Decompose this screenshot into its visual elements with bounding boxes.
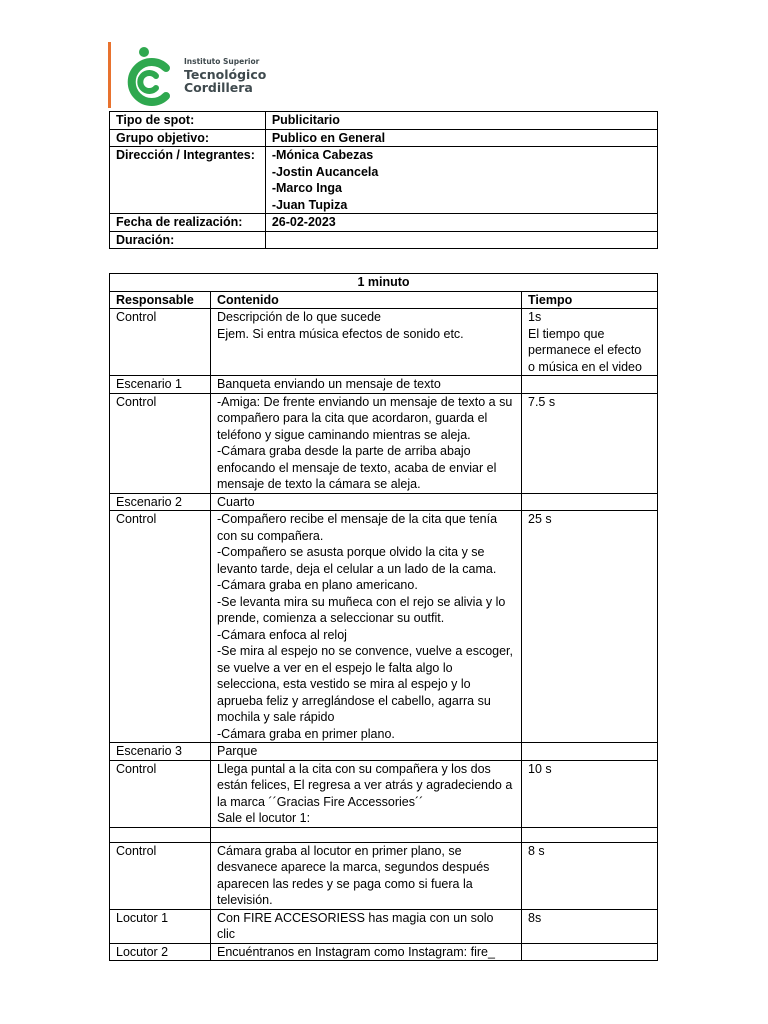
info-value-line: Publico en General [271,130,386,145]
logo-line-1: Instituto Superior [184,57,260,66]
info-value-line: -Juan Tupiza [271,197,348,212]
row-contenido [211,743,522,761]
info-row [110,214,658,232]
row-contenido [211,511,522,743]
row-responsable: Control [110,309,211,376]
row-contenido [211,909,522,943]
row-tiempo [522,827,658,842]
spot-info-table [109,111,658,249]
script-row [110,376,658,394]
header-responsable: Responsable [110,291,211,309]
contenido-line: -Cámara graba desde la parte de arriba abajo enfocando el mensaje de texto, acaba de enviar el mensaje de texto la cámara se aleja. [217,444,497,491]
info-value-line: -Jostin Aucancela [271,164,379,179]
row-responsable: Locutor 1 [110,909,211,943]
info-label: Fecha de realización: [110,214,266,232]
contenido-line: Con FIRE ACCESORIESS has magia con un solo clic [217,910,494,941]
tiempo-line: 8s [528,910,542,925]
info-value [265,214,657,232]
contenido-line: Parque [217,744,258,758]
row-contenido [211,309,522,376]
logo-line-2: Tecnológico [184,66,267,82]
logo-accent-bar [108,42,111,108]
contenido-line: -Cámara enfoca al reloj [217,627,347,642]
info-value [265,147,657,214]
header-tiempo: Tiempo [522,291,658,309]
info-value-line: -Mónica Cabezas [271,148,374,162]
info-label: Grupo objetivo: [110,129,266,147]
contenido-line: -Compañero se asusta porque olvido la cita y se levanto tarde, deja el celular a un lado de la cama. [217,545,497,576]
script-row [110,493,658,511]
tiempo-line: 7.5 s [528,394,556,409]
script-row [110,827,658,842]
contenido-line: -Cámara graba en plano americano. [217,578,418,592]
contenido-line: Descripción de lo que sucede [217,310,381,324]
script-row [110,309,658,376]
row-responsable [110,827,211,842]
info-value-line: 26-02-2023 [271,215,336,229]
info-row [110,231,658,249]
script-header-row [110,291,658,309]
script-row [110,760,658,827]
header-contenido: Contenido [211,291,522,309]
row-responsable: Control [110,842,211,909]
contenido-line: Banqueta enviando un mensaje de texto [217,377,441,391]
info-value-line: Publicitario [271,113,340,127]
row-tiempo [522,909,658,943]
row-responsable: Escenario 1 [110,376,211,394]
script-title-row [110,274,658,292]
row-tiempo [522,393,658,493]
institute-logo [108,42,278,110]
row-tiempo [522,943,658,961]
contenido-line: Llega puntal a la cita con su compañera y los dos están felices, El regresa a ver atrás y agradeciendo a la marca ´´Gracias Fire Accessories´´ [217,761,513,809]
tiempo-line: 25 s [528,512,552,526]
row-tiempo [522,842,658,909]
row-contenido [211,393,522,493]
script-row [110,842,658,909]
info-value [265,129,657,147]
info-row [110,129,658,147]
tiempo-line: 1s [528,310,542,324]
row-contenido [211,842,522,909]
info-value-line: -Marco Inga [271,181,342,195]
row-tiempo [522,493,658,511]
row-contenido [211,827,522,842]
row-tiempo [522,743,658,761]
row-tiempo [522,376,658,394]
row-tiempo [522,511,658,743]
contenido-line: Ejem. Si entra música efectos de sonido etc. [217,326,464,341]
script-row [110,743,658,761]
contenido-line: -Se mira al espejo no se convence, vuelve a escoger, se vuelve a ver en el espejo le falta algo lo selecciona, esta vestido se mira al espejo y lo aprueba feliz y arreglándose el cabello, agarra su mochila y sale rápido [217,644,514,724]
contenido-line: Cuarto [217,494,255,509]
row-tiempo [522,309,658,376]
contenido-line: Cámara graba al locutor en primer plano, se desvanece aparece la marca, segundos después aparecen las redes y se paga como si fuera la televisión. [217,843,490,907]
contenido-line: Sale el locutor 1: [217,811,311,825]
row-tiempo [522,760,658,827]
tiempo-line: 10 s [528,761,552,776]
script-table [109,273,658,961]
script-row [110,943,658,961]
info-row [110,147,658,214]
row-contenido [211,760,522,827]
tiempo-line: 8 s [528,843,545,858]
script-row [110,511,658,743]
contenido-line: -Cámara graba en primer plano. [217,726,395,741]
row-responsable: Control [110,393,211,493]
info-row [110,112,658,130]
info-label: Tipo de spot: [110,112,266,130]
row-contenido [211,493,522,511]
script-title: 1 minuto [110,274,658,292]
row-responsable: Locutor 2 [110,943,211,961]
contenido-line: -Amiga: De frente enviando un mensaje de texto a su compañero para la cita que acordaron, guarda el teléfono y sigue caminando mientras se aleja. [217,394,513,442]
info-label: Duración: [110,231,266,249]
row-contenido [211,943,522,961]
row-responsable: Escenario 3 [110,743,211,761]
row-responsable: Control [110,511,211,743]
logo-line-3: Cordillera [184,80,253,95]
row-contenido [211,376,522,394]
contenido-line: Encuéntranos en Instagram como Instagram: fire_ [217,944,495,959]
info-value [265,112,657,130]
row-responsable: Control [110,760,211,827]
tiempo-line: El tiempo que permanece el efecto o música en el video [528,326,642,374]
contenido-line: -Se levanta mira su muñeca con el rejo se alivia y lo prende, comienza a seleccionar su outfit. [217,594,506,625]
logo-emblem-icon [122,46,182,108]
script-row [110,393,658,493]
row-responsable: Escenario 2 [110,493,211,511]
info-label: Dirección / Integrantes: [110,147,266,214]
info-value [265,231,657,249]
contenido-line: -Compañero recibe el mensaje de la cita que tenía con su compañera. [217,512,498,543]
script-row [110,909,658,943]
